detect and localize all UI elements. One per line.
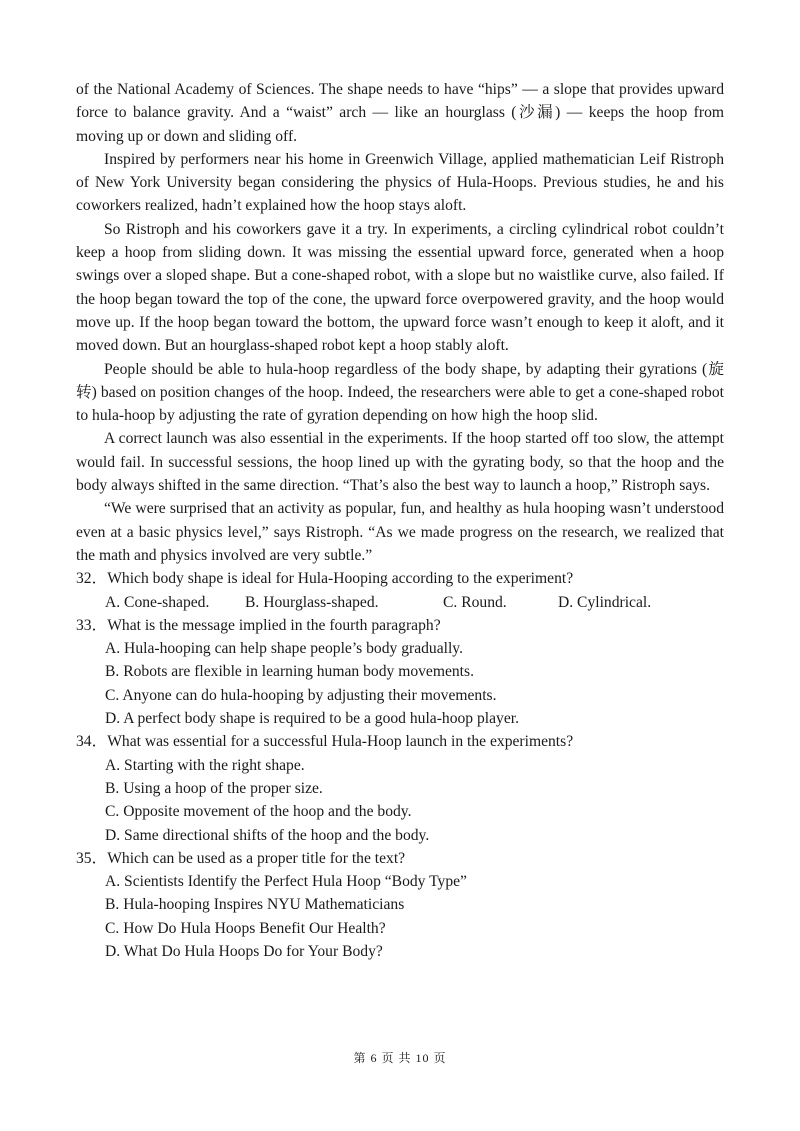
option-b: B. Hourglass-shaped. (245, 593, 379, 611)
question-stem: 33．What is the message implied in the fourth paragraph? (76, 616, 441, 634)
option-c: C. Round. (443, 593, 507, 611)
passage-paragraph: “We were surprised that an activity as popular, fun, and healthy as hula hooping wasn’t understood even at a basic physics level,” says Ristroph. “As we made progress on the research, we realized that the math and physics involved are very subtle.” (76, 500, 724, 564)
passage-paragraph: A correct launch was also essential in the experiments. If the hoop started off too slow, the attempt would fail. In successful sessions, the hoop lined up with the gyrating body, so that the hoop and the body always shifted in the same direction. “That’s also the best way to launch a hoop,” Ristroph says. (76, 430, 724, 495)
option-b: B. Robots are flexible in learning human body movements. (105, 663, 474, 681)
option-d: D. Cylindrical. (558, 593, 652, 611)
passage-paragraph: People should be able to hula-hoop regardless of the body shape, by adapting their gyrations (旋转) based on position changes of the hoop. Indeed, the researchers were able to get a cone-shaped robot to hula-hoop by adjusting the rate of gyration depending on how high the hoop slid. (76, 360, 724, 425)
option-d: D. What Do Hula Hoops Do for Your Body? (105, 942, 383, 960)
passage-paragraph: Inspired by performers near his home in Greenwich Village, applied mathematician Leif Ristroph of New York University began considering the physics of Hula-Hoops. Previous studies, he and his coworkers realized, hadn’t explained how the hoop stays aloft. (76, 150, 724, 215)
option-a: A. Cone-shaped. (105, 593, 210, 611)
option-b: B. Using a hoop of the proper size. (105, 779, 323, 797)
option-b: B. Hula-hooping Inspires NYU Mathematicians (105, 896, 405, 914)
question-35 (76, 847, 724, 963)
question-options (76, 591, 724, 614)
question-stem: 34．What was essential for a successful Hula-Hoop launch in the experiments? (76, 733, 574, 751)
option-c: C. Anyone can do hula-hooping by adjusting their movements. (105, 686, 497, 704)
passage-paragraph: So Ristroph and his coworkers gave it a try. In experiments, a circling cylindrical robot couldn’t keep a hoop from sliding down. It was missing the essential upward force, generated when a hoop swings over a sloped shape. But a cone-shaped robot, with a slope but no waistlike curve, also failed. If the hoop began toward the top of the cone, the upward force overpowered gravity, and the hoop would move up. If the hoop began toward the bottom, the upward force wasn’t enough to keep it aloft, and it moved down. But an hourglass-shaped robot kept a hoop stably aloft. (76, 220, 724, 355)
option-c: C. Opposite movement of the hoop and the body. (105, 803, 412, 821)
passage-paragraph: of the National Academy of Sciences. The shape needs to have “hips” — a slope that provides upward force to balance gravity. And a “waist” arch — like an hourglass (沙漏) — keeps the hoop from moving up or down and sliding off. (76, 81, 724, 145)
question-stem: 35．Which can be used as a proper title for the text? (76, 849, 406, 867)
option-d: D. Same directional shifts of the hoop and the body. (105, 826, 430, 844)
option-a: A. Scientists Identify the Perfect Hula Hoop “Body Type” (105, 873, 467, 891)
question-stem: 32．Which body shape is ideal for Hula-Hooping according to the experiment? (76, 570, 574, 588)
page-number-footer: 第 6 页 共 10 页 (353, 1051, 447, 1065)
question-34 (76, 730, 724, 846)
question-32 (76, 567, 724, 614)
page-content (76, 78, 724, 963)
option-a: A. Starting with the right shape. (105, 756, 305, 774)
option-c: C. How Do Hula Hoops Benefit Our Health? (105, 919, 386, 937)
option-d: D. A perfect body shape is required to be a good hula-hoop player. (105, 710, 519, 728)
question-33 (76, 614, 724, 730)
option-a: A. Hula-hooping can help shape people’s body gradually. (105, 640, 463, 658)
